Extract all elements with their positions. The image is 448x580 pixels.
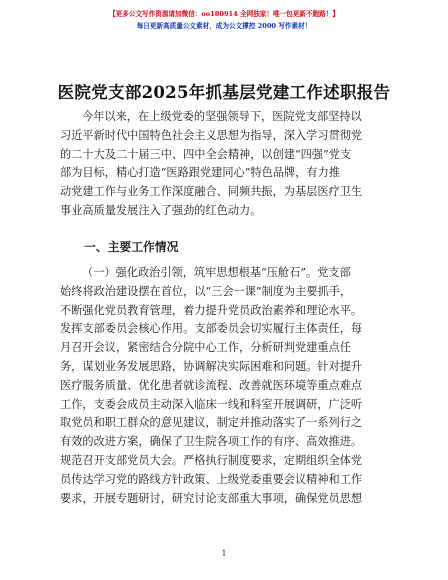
paragraph-line: 今年以来，在上级党委的坚强领导下，医院党支部坚持以 xyxy=(82,110,362,123)
paragraph-line: 月召开会议，紧密结合分院中心工作，分析研判党建重点任 xyxy=(60,341,351,355)
paragraph-line: 事业高质量发展注入了强劲的红色动力。 xyxy=(60,203,262,217)
paragraph-line: 的二十大及二十届三中、四中全会精神，以创建“四强”党支 xyxy=(60,147,352,161)
section-heading: 一、主要工作情况 xyxy=(84,240,179,254)
paragraph-line: 不断强化党员教育管理，着力提升党员政治素养和理论水平。 xyxy=(60,303,363,317)
promo-banner-line-1: 【更多公文写作资源请加微信：oo180914 全网独家！唯一包更新不跑路！】 xyxy=(109,10,339,18)
paragraph-line: 始终将政治建设摆在首位，以“三会一课”制度为主要抓手， xyxy=(60,284,352,298)
document-title: 医院党支部2025年抓基层党建工作述职报告 xyxy=(57,83,391,102)
intro-paragraph xyxy=(60,108,390,221)
paragraph-line: 发挥支部委员会核心作用。支部委员会切实履行主体责任，每 xyxy=(60,322,363,336)
paragraph-line: 有效的改进方案，确保了卫生院各项工作的有序、高效推进。 xyxy=(60,435,363,449)
section-1-paragraph xyxy=(60,264,390,508)
paragraph-line: 规范召开支部党员大会。严格执行制度要求，定期组织全体党 xyxy=(60,453,363,467)
paragraph-line: 员传达学习党的路线方针政策、上级党委重要会议精神和工作 xyxy=(60,472,363,486)
paragraph-line: 要求，开展专题研讨，研究讨论支部重大事项，确保党员思想 xyxy=(60,491,363,505)
paragraph-line: 部为目标，精心打造“医路跟党建同心”特色品牌，有力推 xyxy=(60,166,340,180)
paragraph-line: 务，谋划业务发展思路，协调解决实际困难和问题。针对提升 xyxy=(60,359,363,373)
paragraph-line: 动党建工作与业务工作深度融合、同频共振，为基层医疗卫生 xyxy=(60,185,363,199)
promo-banner-line-2: 每日更新高质量公文素材，成为公文撑控 2000 写作素材！ xyxy=(136,22,312,30)
paragraph-line: 取党员和职工群众的意见建议，制定并推动落实了一系列行之 xyxy=(60,416,363,430)
paragraph-line: 习近平新时代中国特色社会主义思想为指导，深入学习贯彻党 xyxy=(60,128,363,142)
paragraph-line: （一）强化政治引领，筑牢思想根基“压舱石”。党支部 xyxy=(82,266,351,279)
paragraph-line: 工作，支委会成员主动深入临床一线和科室开展调研，广泛听 xyxy=(60,397,363,411)
page-number: 1 xyxy=(221,549,227,558)
paragraph-line: 医疗服务质量、优化患者就诊流程、改善就医环境等重点难点 xyxy=(60,378,363,392)
